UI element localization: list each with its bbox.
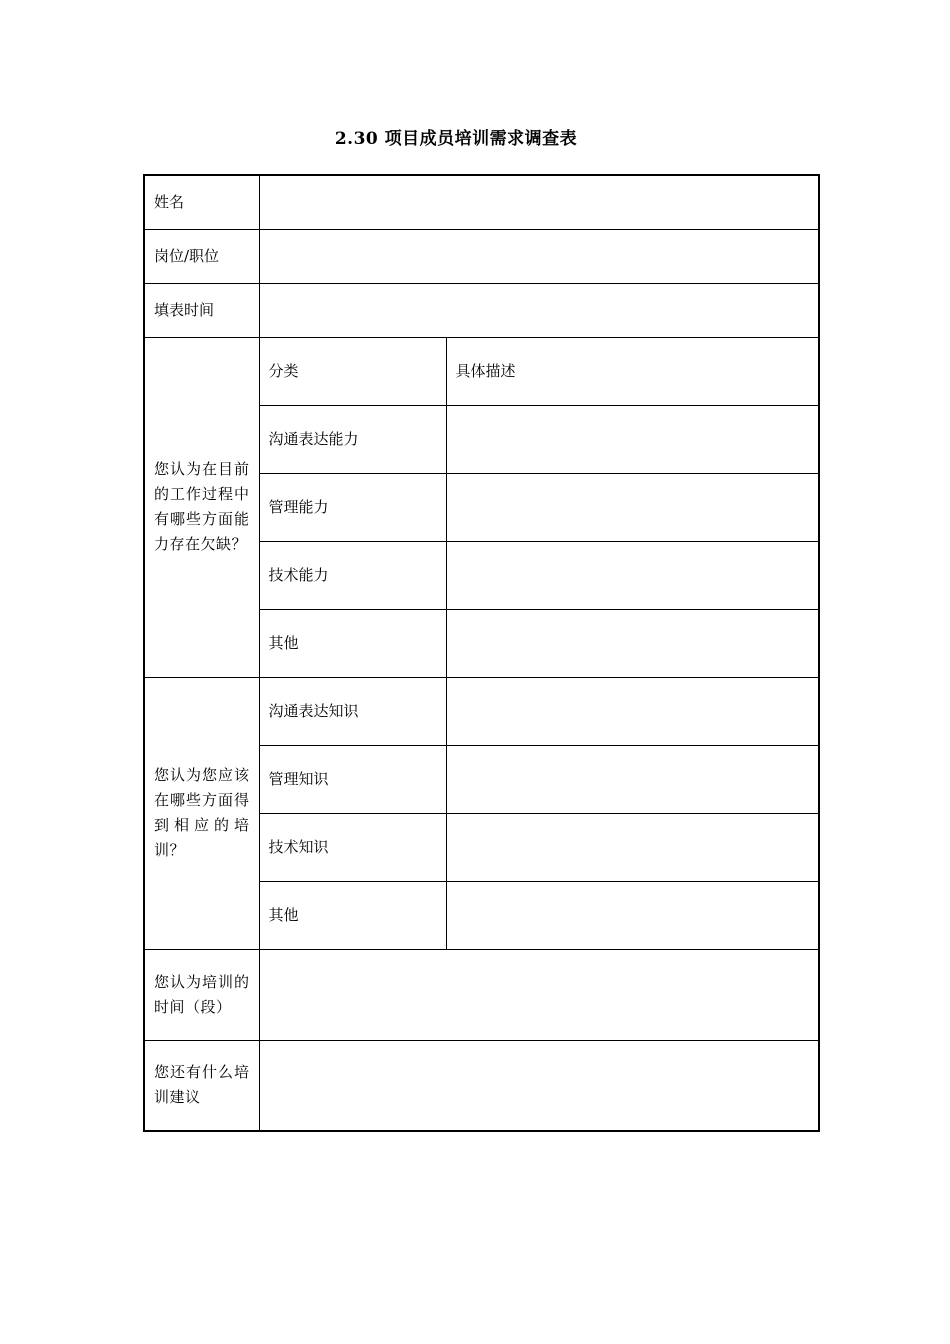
description-header: 具体描述 (446, 337, 819, 405)
page-title: 2.30 项目成员培训需求调查表 (334, 129, 578, 149)
gap-category-label: 其他 (259, 609, 446, 677)
gap-category-label: 沟通表达能力 (259, 405, 446, 473)
training-description-field[interactable] (446, 881, 819, 949)
gap-description-field[interactable] (446, 473, 819, 541)
training-category-label: 其他 (259, 881, 446, 949)
training-category-label: 沟通表达知识 (259, 677, 446, 745)
training-question-label: 您认为您应该在哪些方面得到相应的培训？ (144, 677, 259, 949)
training-category-label: 技术知识 (259, 813, 446, 881)
position-field[interactable] (259, 229, 819, 283)
training-description-field[interactable] (446, 745, 819, 813)
schedule-label: 您认为培训的时间（段） (144, 949, 259, 1040)
gap-description-field[interactable] (446, 405, 819, 473)
name-row (144, 175, 819, 229)
training-category-label: 管理知识 (259, 745, 446, 813)
category-header: 分类 (259, 337, 446, 405)
training-description-field[interactable] (446, 677, 819, 745)
fill-date-row (144, 283, 819, 337)
position-row (144, 229, 819, 283)
survey-form-table (143, 174, 820, 1132)
schedule-row (144, 949, 819, 1040)
gaps-header-row (144, 337, 819, 405)
gap-category-label: 技术能力 (259, 541, 446, 609)
suggestion-label: 您还有什么培训建议 (144, 1040, 259, 1131)
name-field[interactable] (259, 175, 819, 229)
gap-description-field[interactable] (446, 541, 819, 609)
name-label: 姓名 (144, 175, 259, 229)
gap-description-field[interactable] (446, 609, 819, 677)
suggestion-field[interactable] (259, 1040, 819, 1131)
fill-date-field[interactable] (259, 283, 819, 337)
training-description-field[interactable] (446, 813, 819, 881)
gaps-question-label: 您认为在目前的工作过程中有哪些方面能力存在欠缺？ (144, 337, 259, 677)
fill-date-label: 填表时间 (144, 283, 259, 337)
table-row (144, 677, 819, 745)
schedule-field[interactable] (259, 949, 819, 1040)
gap-category-label: 管理能力 (259, 473, 446, 541)
position-label: 岗位/职位 (144, 229, 259, 283)
suggestion-row (144, 1040, 819, 1131)
